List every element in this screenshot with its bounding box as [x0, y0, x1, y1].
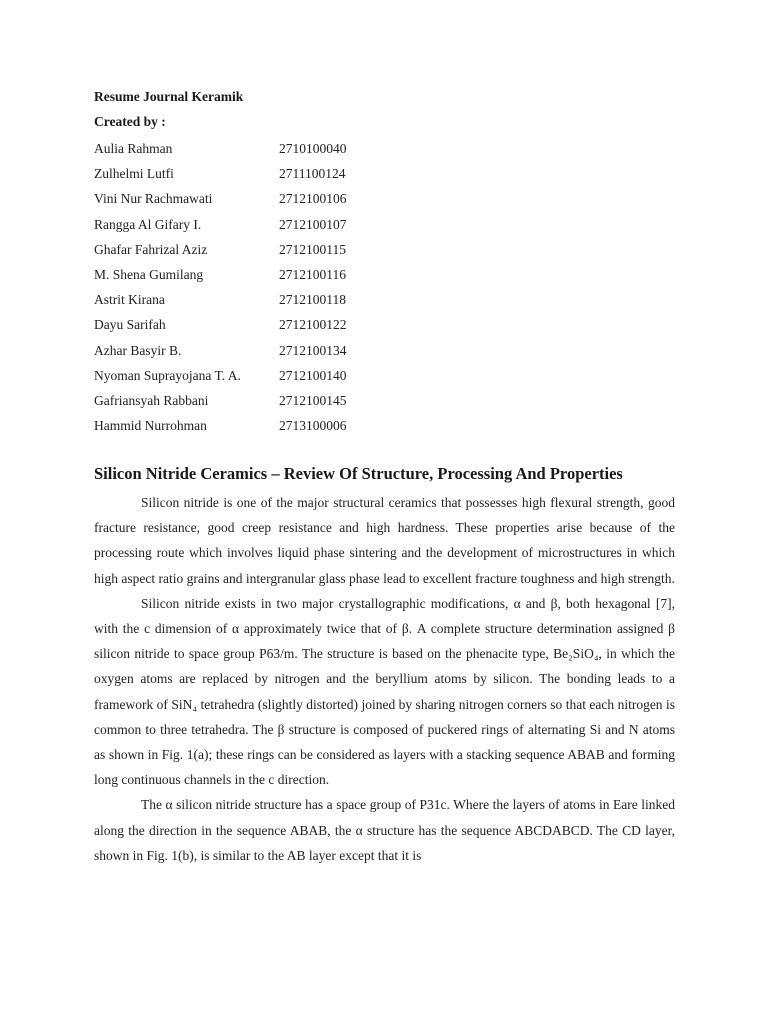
body-paragraph: Silicon nitride exists in two major crystallographic modifications, α and β, both hexagonal [7], with the c dimension of α approximately twice that of β. A complete structure determination assigned β silicon nitride to space group P63/m. The structure is based on the phenacite type, Be₂SiO₄, in which the oxygen atoms are replaced by nitrogen and the beryllium atoms by silicon. The bonding leads to a framework of SiN₄ tetrahedra (slightly distorted) joined by sharing nitrogen corners so that each nitrogen is common to three tetrahedra. The β structure is composed of puckered rings of alternating Si and N atoms as shown in Fig. 1(a); these rings can be considered as layers with a stacking sequence ABAB and forming long continuous channels in the c direction.: [94, 595, 675, 788]
author-id: 2711100124: [279, 166, 346, 182]
author-id: 2712100145: [279, 392, 347, 408]
author-id: 2712100118: [279, 292, 346, 308]
author-name: Dayu Sarifah: [94, 317, 166, 333]
author-name: Aulia Rahman: [94, 141, 173, 156]
author-row: [94, 363, 394, 388]
author-name: Azhar Basyir B.: [94, 342, 182, 358]
author-name: Nyoman Suprayojana T. A.: [94, 367, 241, 383]
author-name: Rangga Al Gifary I.: [94, 216, 202, 232]
author-name: Ghafar Fahrizal Aziz: [94, 241, 208, 257]
author-id: 2712100134: [279, 342, 347, 358]
author-id: 2712100106: [279, 191, 347, 207]
author-row: [94, 237, 394, 262]
author-name: Astrit Kirana: [94, 292, 165, 308]
author-row: [94, 338, 394, 363]
author-id: 2712100122: [279, 317, 347, 333]
author-row: [94, 312, 394, 337]
author-name: Zulhelmi Lutfi: [94, 166, 174, 182]
author-row: [94, 262, 394, 287]
author-id: 2713100006: [279, 418, 347, 434]
author-row: [94, 287, 394, 312]
article-body: [94, 490, 675, 868]
author-row: [94, 161, 394, 186]
author-id: 2710100040: [279, 141, 347, 156]
author-list: [94, 136, 394, 438]
author-row: [94, 186, 394, 211]
body-paragraph: The α silicon nitride structure has a space group of P31c. Where the layers of atoms in Eare linked along the direction in the sequence ABAB, the α structure has the sequence ABCDABCD. The CD layer, shown in Fig. 1(b), is similar to the AB layer except that it is: [94, 797, 675, 863]
author-name: Vini Nur Rachmawati: [94, 191, 213, 207]
author-row: [94, 413, 394, 438]
author-row: [94, 212, 394, 237]
author-id: 2712100140: [279, 367, 347, 383]
author-id: 2712100116: [279, 266, 346, 282]
author-name: M. Shena Gumilang: [94, 266, 204, 282]
article-heading: Silicon Nitride Ceramics – Review Of Structure, Processing And Properties: [94, 464, 623, 483]
author-row: [94, 136, 394, 161]
document-title: Resume Journal Keramik: [94, 89, 244, 104]
author-id: 2712100115: [279, 241, 346, 257]
author-name: Hammid Nurrohman: [94, 418, 207, 434]
author-id: 2712100107: [279, 216, 347, 232]
author-name: Gafriansyah Rabbani: [94, 392, 209, 408]
created-by-label: Created by :: [94, 114, 166, 129]
author-row: [94, 388, 394, 413]
body-paragraph: Silicon nitride is one of the major structural ceramics that possesses high flexural strength, good fracture resistance, good creep resistance and high hardness. These properties arise because of the processing route which involves liquid phase sintering and the development of microstructures in which high aspect ratio grains and intergranular glass phase lead to excellent fracture toughness and high strength.: [94, 495, 675, 586]
